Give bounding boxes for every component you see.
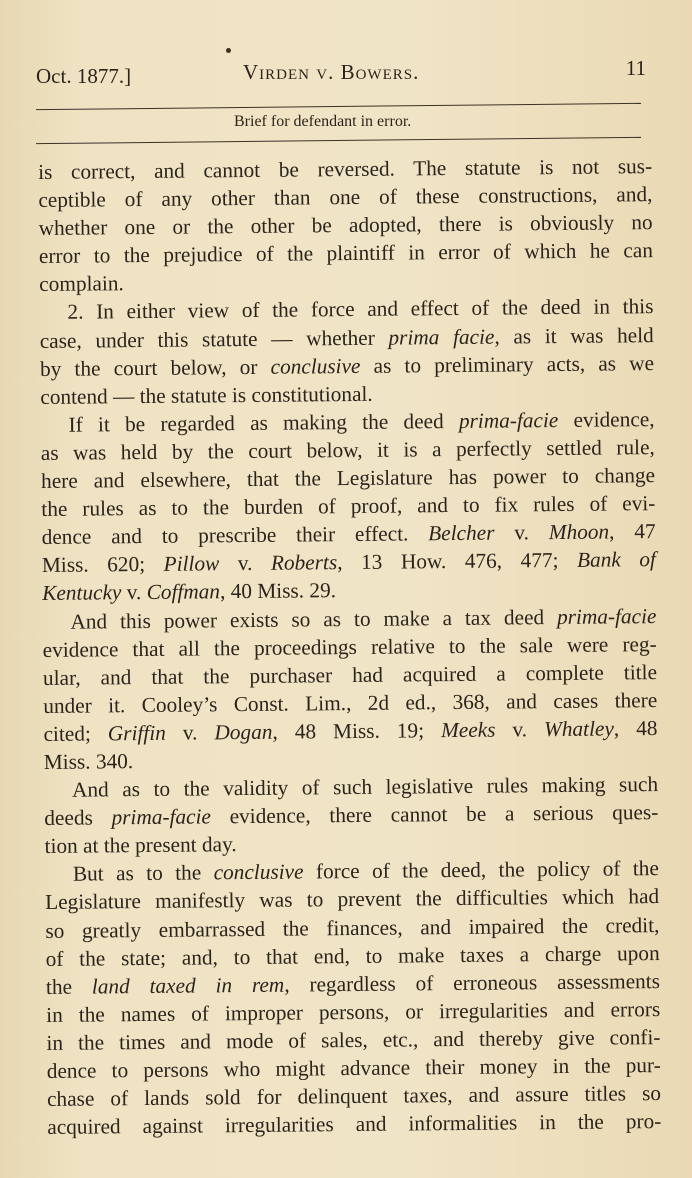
text-line: evidence that all the proceedings relative to the sale were reg-	[42, 631, 657, 662]
text-line: dence and to prescribe their effect. Belcher v. Mhoon, 47	[41, 519, 656, 550]
header-case-title: Virden v. Bowers.	[243, 60, 420, 84]
text-line: deeds prima-facie evidence, there cannot be a serious ques-	[44, 800, 659, 831]
text-line: contend — the statute is constitutional.	[40, 381, 373, 409]
text-line: But as to the conclusive force of the deed, the policy of the	[72, 856, 659, 887]
ink-dot	[226, 48, 231, 53]
text-line: And as to the validity of such legislative rules making such	[71, 772, 659, 802]
text-line: is correct, and cannot be reversed. The statute is not sus-	[38, 154, 653, 184]
header-date: Oct. 1877.]	[36, 64, 132, 88]
text-line: Legislature manifestly was to prevent the difficulties which had	[45, 884, 660, 915]
text-line: by the court below, or conclusive as to preliminary acts, as we	[39, 350, 655, 381]
text-line: chase of lands sold for delinquent taxes, and assure titles so	[46, 1081, 662, 1112]
text-line: whether one or the other be adopted, there is obviously no	[38, 210, 653, 241]
text-line: cited; Griffin v. Dogan, 48 Miss. 19; Meeks v. Whatley, 48	[43, 715, 658, 746]
text-line: 2. In either view of the force and effect of the deed in this	[67, 294, 654, 325]
text-line: ular, and that the purchaser had acquired a complete title	[42, 659, 658, 690]
text-line: the land taxed in rem, regardless of erroneous assessments	[45, 968, 661, 999]
text-line: Kentucky v. Coffman, 40 Miss. 29.	[42, 578, 337, 606]
text-line: here and elsewhere, that the Legislature has power to change	[40, 463, 656, 494]
text-line: ceptible of any other than one of these constructions, and,	[38, 182, 653, 213]
text-line: error to the prejudice of the plaintiff in error of which he can	[38, 238, 654, 269]
text-line: so greatly embarrassed the finances, and impaired the credit,	[45, 912, 660, 943]
text-line: in the names of improper persons, or irregularities and errors	[46, 996, 661, 1027]
brief-subheading: Brief for defendant in error.	[234, 113, 412, 130]
text-line: case, under this statute — whether prima facie, as it was held	[39, 322, 654, 353]
text-line: acquired against irregularities and informalities in the pro-	[47, 1109, 662, 1140]
text-line: If it be regarded as making the deed prima-facie evidence,	[68, 406, 655, 437]
text-line: as was held by the court below, it is a perfectly settled rule,	[40, 435, 655, 465]
running-head	[36, 56, 646, 90]
text-line: in the times and mode of sales, etc., and thereby give confi-	[46, 1024, 661, 1055]
header-rule-top	[36, 103, 641, 110]
page-number: 11	[625, 56, 646, 80]
text-line: the rules as to the burden of proof, and to fix rules of evi-	[41, 491, 656, 522]
text-line: Miss. 620; Pillow v. Roberts, 13 How. 476, 477; Bank of	[41, 547, 656, 578]
text-line: tion at the present day.	[44, 832, 237, 859]
text-line: complain.	[39, 271, 124, 297]
text-line: under it. Cooley’s Const. Lim., 2d ed., 368, and cases there	[43, 687, 658, 718]
text-line: of the state; and, to that end, to make taxes a charge upon	[45, 940, 660, 971]
text-line: And this power exists so as to make a tax deed prima-facie	[70, 603, 657, 634]
header-rule-bottom	[36, 137, 641, 144]
text-line: Miss. 340.	[43, 749, 134, 774]
body-text	[38, 152, 661, 1141]
text-line: dence to persons who might advance their money in the pur-	[46, 1053, 661, 1083]
